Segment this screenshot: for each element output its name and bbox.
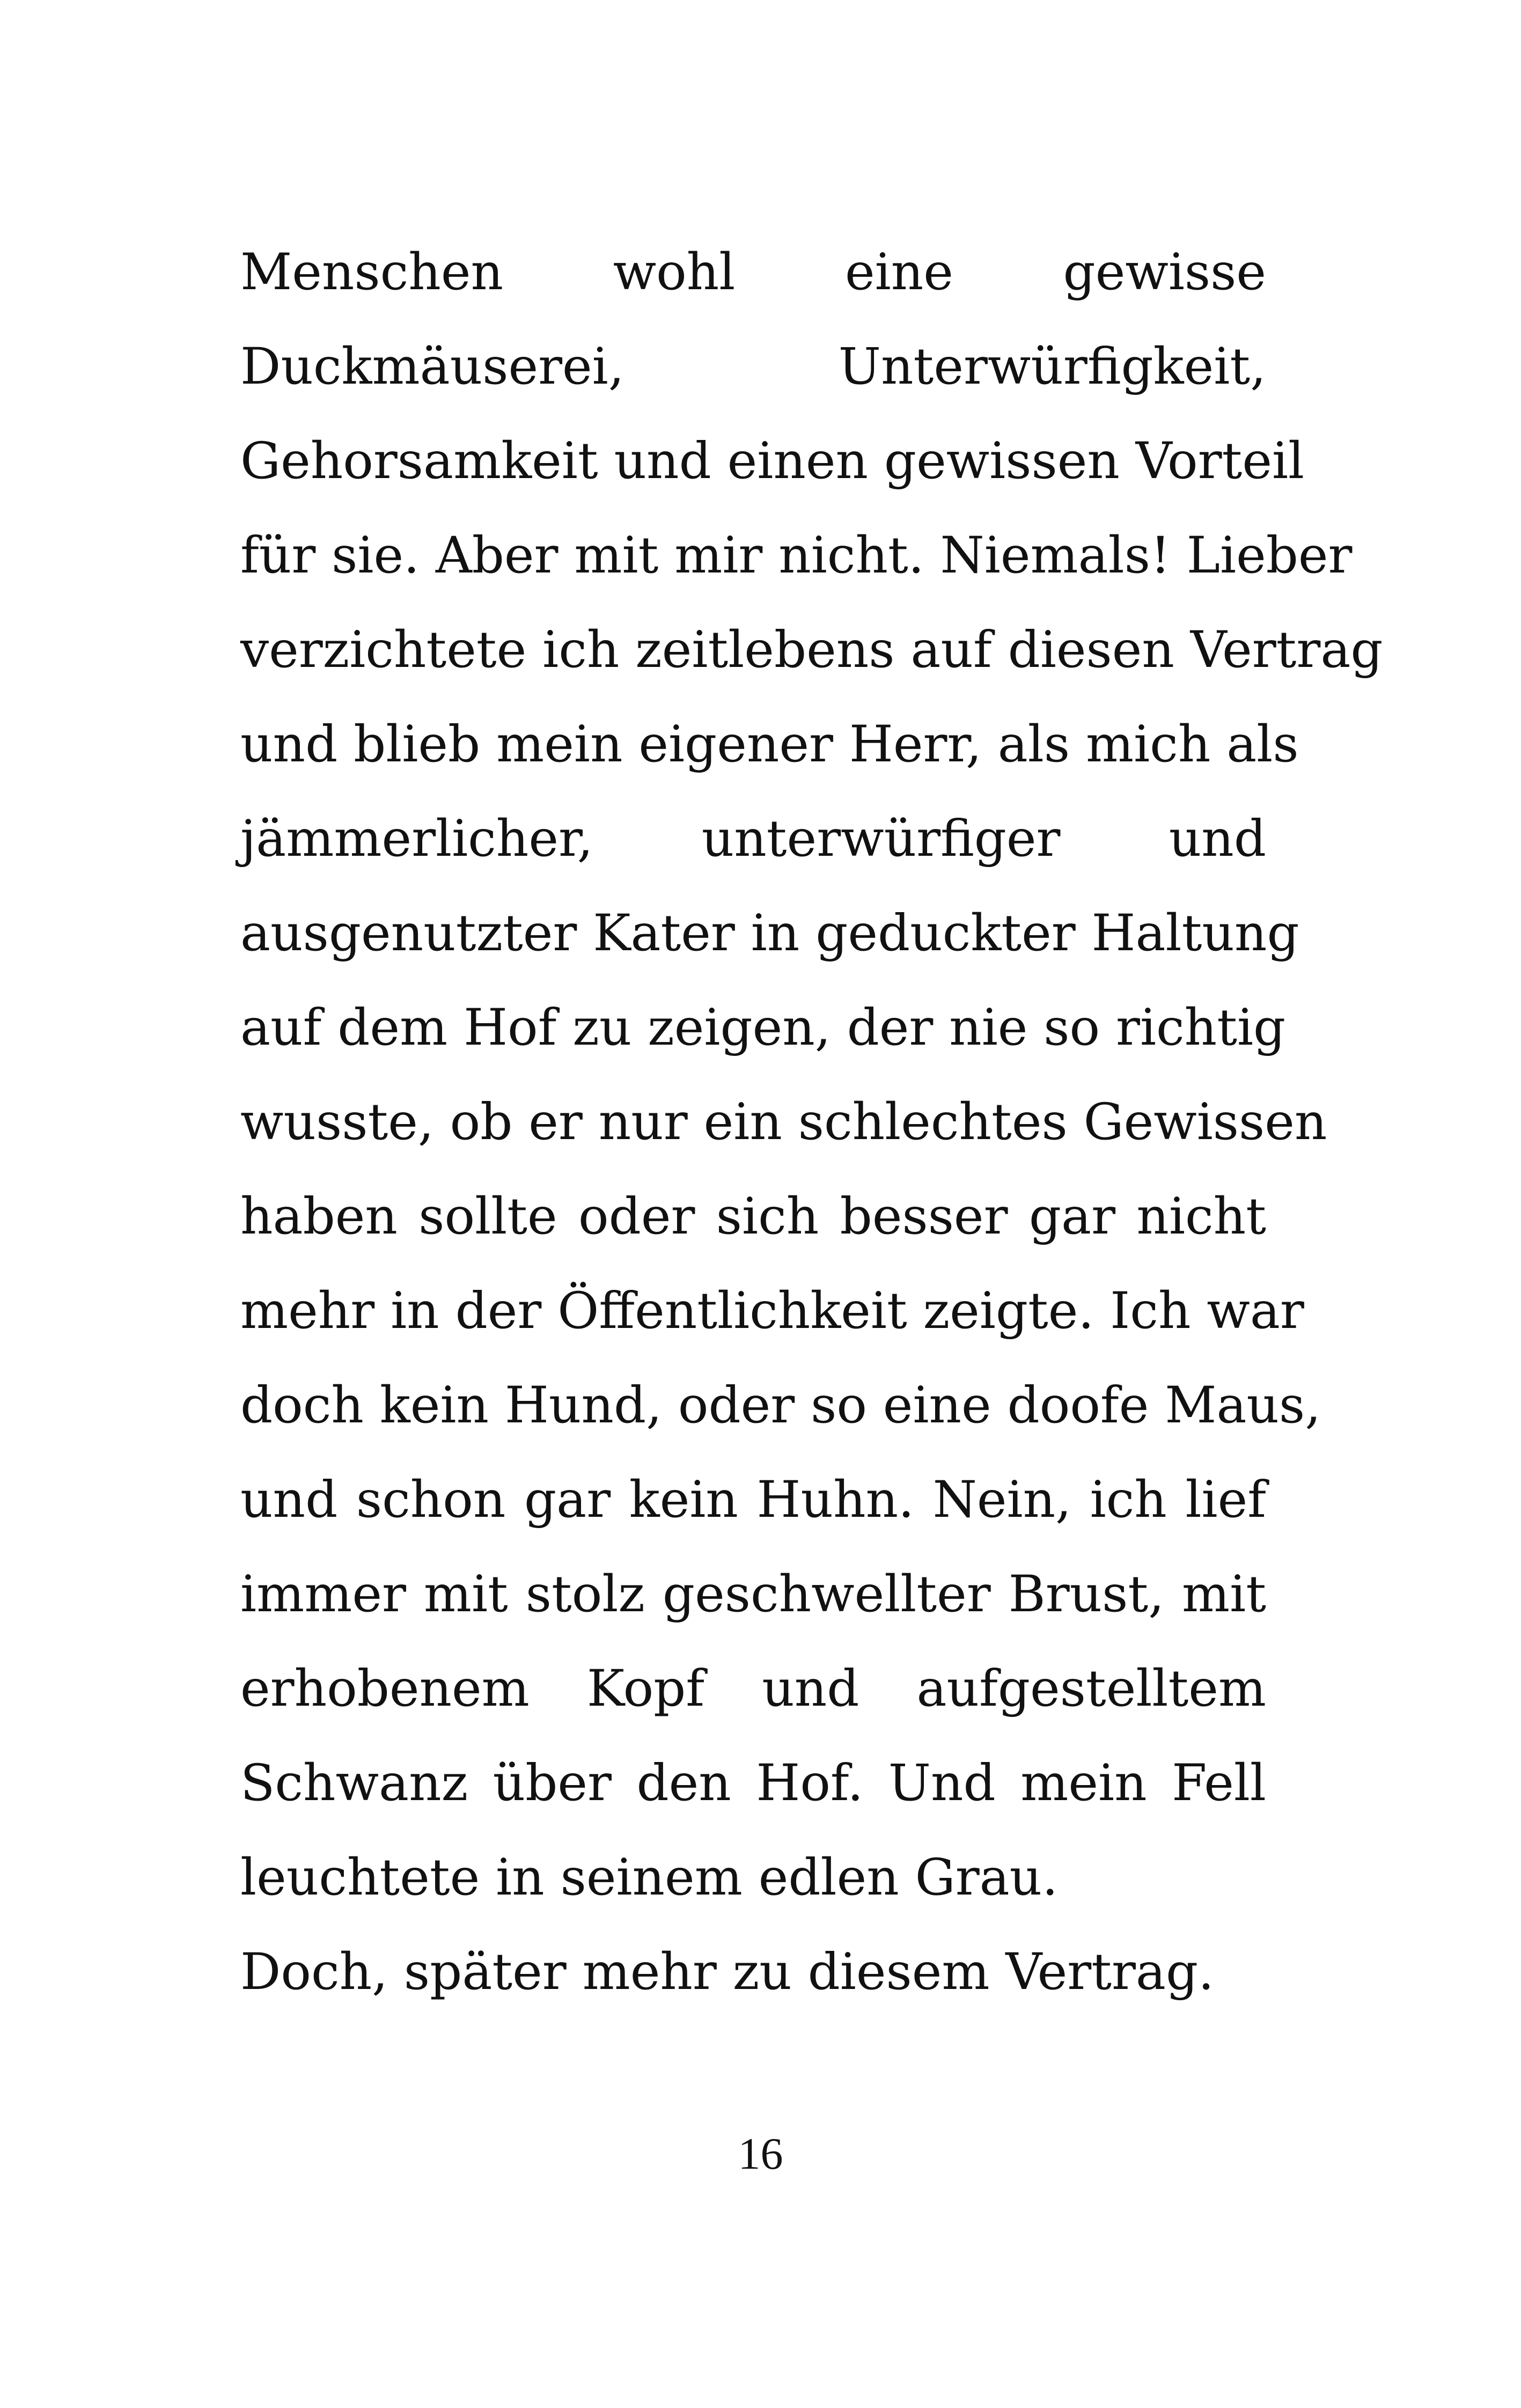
text-line-10: wusste, ob er nur ein schlechtes Gewissen xyxy=(240,1093,1327,1151)
text-line-4: für sie. Aber mit mir nicht. Niemals! Lieber xyxy=(240,526,1353,585)
text-line-17: Schwanz über den Hof. Und mein Fell xyxy=(240,1754,1266,1812)
text-line-12: mehr in der Öffentlichkeit zeigte. Ich war xyxy=(240,1282,1304,1340)
text-line-18: leuchtete in seinem edlen Grau. xyxy=(240,1848,1059,1907)
text-line-16: erhobenem Kopf und aufgestelltem xyxy=(240,1660,1266,1718)
text-line-15: immer mit stolz geschwellter Brust, mit xyxy=(240,1565,1266,1624)
text-line-5: verzichtete ich zeitlebens auf diesen Vertrag xyxy=(240,621,1383,679)
text-line-3: Gehorsamkeit und einen gewissen Vorteil xyxy=(240,432,1305,490)
text-line-11: haben sollte oder sich besser gar nicht xyxy=(240,1187,1266,1246)
text-line-6: und blieb mein eigener Herr, als mich als xyxy=(240,715,1299,774)
text-line-8: ausgenutzter Kater in geduckter Haltung xyxy=(240,904,1299,963)
text-line-9: auf dem Hof zu zeigen, der nie so richtig xyxy=(240,999,1286,1057)
text-line-1: Menschen wohl eine gewisse xyxy=(240,243,1266,302)
text-line-19: Doch, später mehr zu diesem Vertrag. xyxy=(240,1943,1215,2001)
body-text xyxy=(240,225,1383,2020)
page-number: 16 xyxy=(738,2129,783,2179)
text-line-14: und schon gar kein Huhn. Nein, ich lief xyxy=(240,1471,1266,1529)
text-line-7: jämmerlicher, unterwürfiger und xyxy=(240,810,1266,868)
text-line-2: Duckmäuserei, Unterwürfigkeit, xyxy=(240,337,1266,396)
text-line-13: doch kein Hund, oder so eine doofe Maus, xyxy=(240,1376,1321,1435)
